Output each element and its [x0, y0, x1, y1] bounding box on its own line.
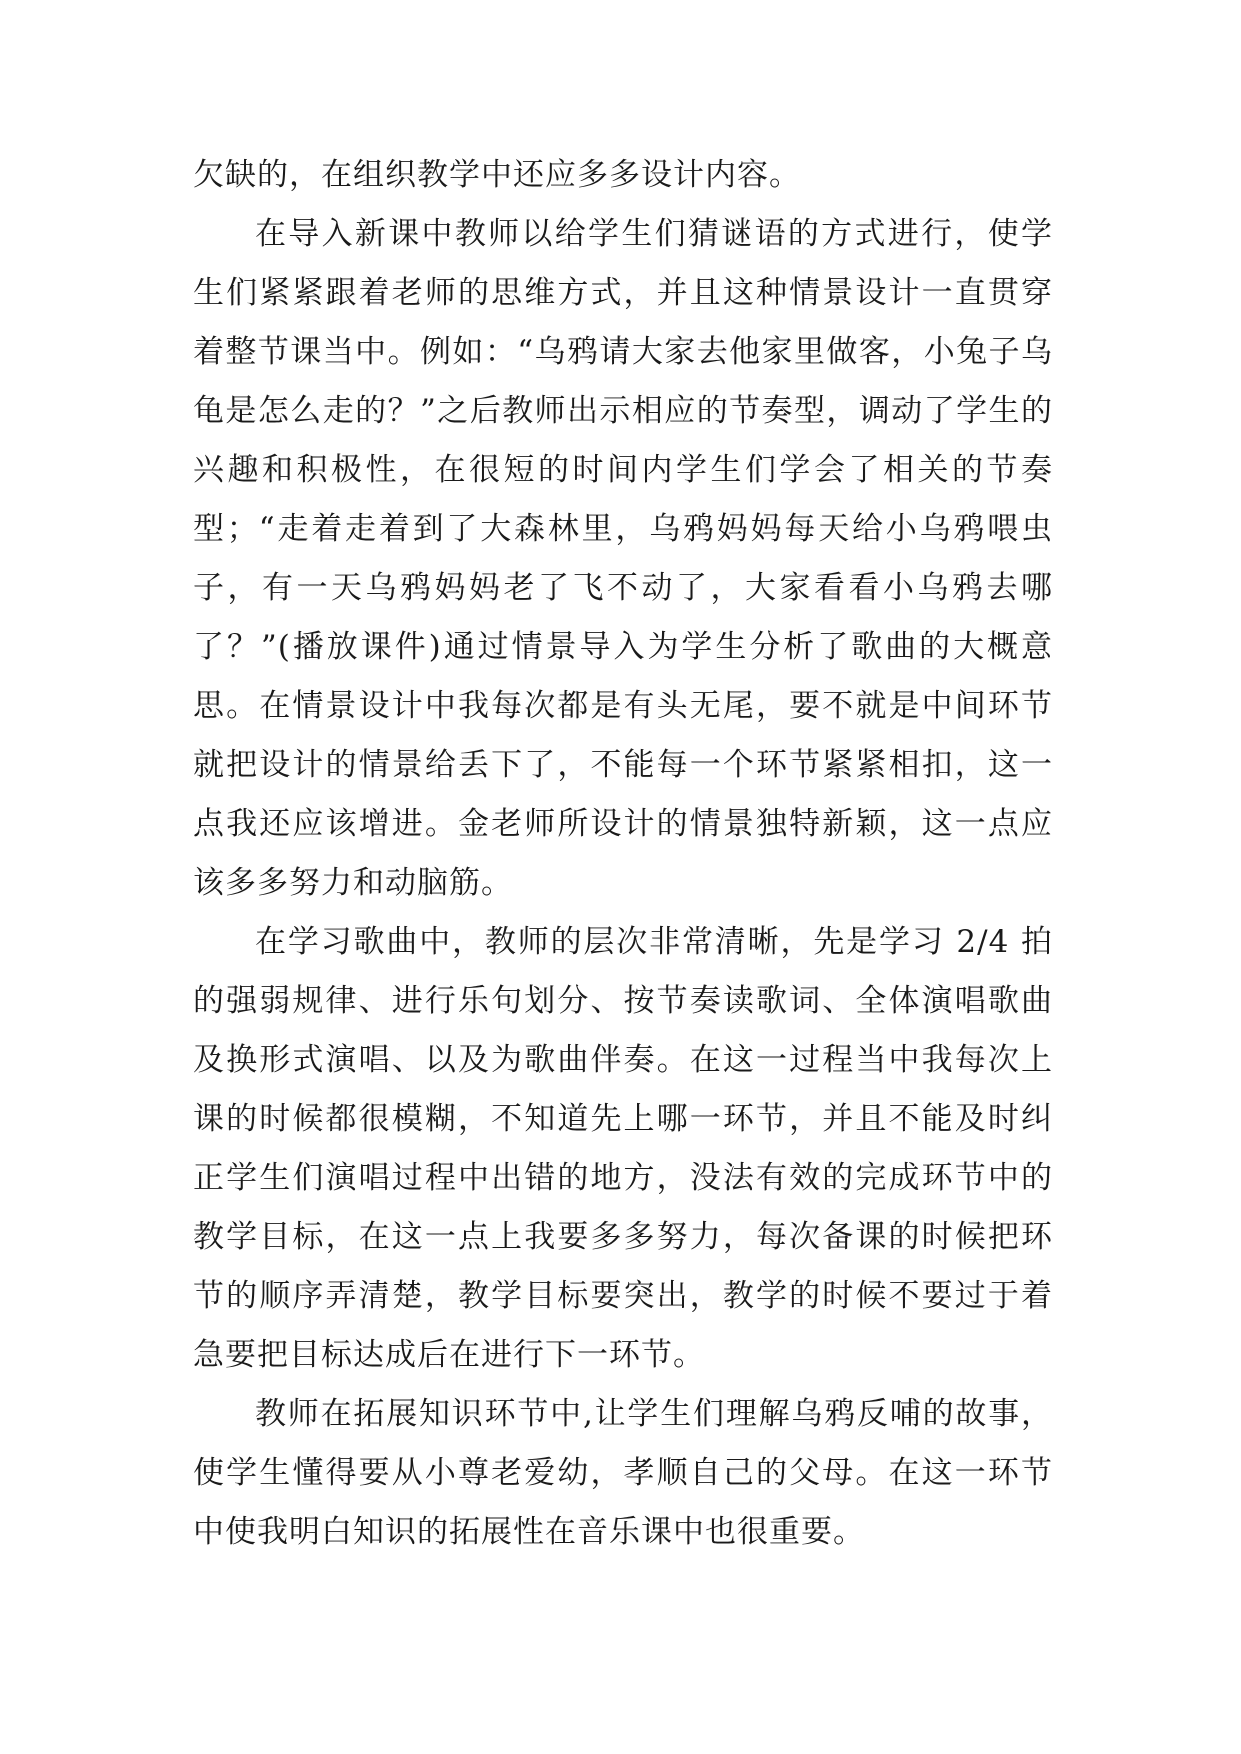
paragraph-song-learning: 在学习歌曲中，教师的层次非常清晰，先是学习 2/4 拍的强弱规律、进行乐句划分、按节奏读歌词、全体演唱歌曲及换形式演唱、以及为歌曲伴奏。在这一过程当中我每次上课的时候都很模糊，不知道先上哪一环节，并且不能及时纠正学生们演唱过程中出错的地方，没法有效的完成环节中的教学目标，在这一点上我要多多努力，每次备课的时候把环节的顺序弄清楚，教学目标要突出，教学的时候不要过于着急要把目标达成后在进行下一环节。: [193, 924, 1053, 1373]
document-body: [193, 146, 1053, 1562]
paragraph-knowledge-extension: 教师在拓展知识环节中,让学生们理解乌鸦反哺的故事，使学生懂得要从小尊老爱幼，孝顺自己的父母。在这一环节中使我明白知识的拓展性在音乐课中也很重要。: [193, 1396, 1053, 1550]
paragraph-continued: 欠缺的，在组织教学中还应多多设计内容。: [193, 157, 801, 193]
paragraph-lesson-intro: 在导入新课中教师以给学生们猜谜语的方式进行，使学生们紧紧跟着老师的思维方式，并且这种情景设计一直贯穿着整节课当中。例如：“乌鸦请大家去他家里做客，小兔子乌龟是怎么走的？”之后教师出示相应的节奏型，调动了学生的兴趣和积极性，在很短的时间内学生们学会了相关的节奏型；“走着走着到了大森林里，乌鸦妈妈每天给小乌鸦喂虫子，有一天乌鸦妈妈老了飞不动了，大家看看小乌鸦去哪了？”(播放课件)通过情景导入为学生分析了歌曲的大概意思。在情景设计中我每次都是有头无尾，要不就是中间环节就把设计的情景给丢下了，不能每一个环节紧紧相扣，这一点我还应该增进。金老师所设计的情景独特新颖，这一点应该多多努力和动脑筋。: [193, 216, 1053, 901]
